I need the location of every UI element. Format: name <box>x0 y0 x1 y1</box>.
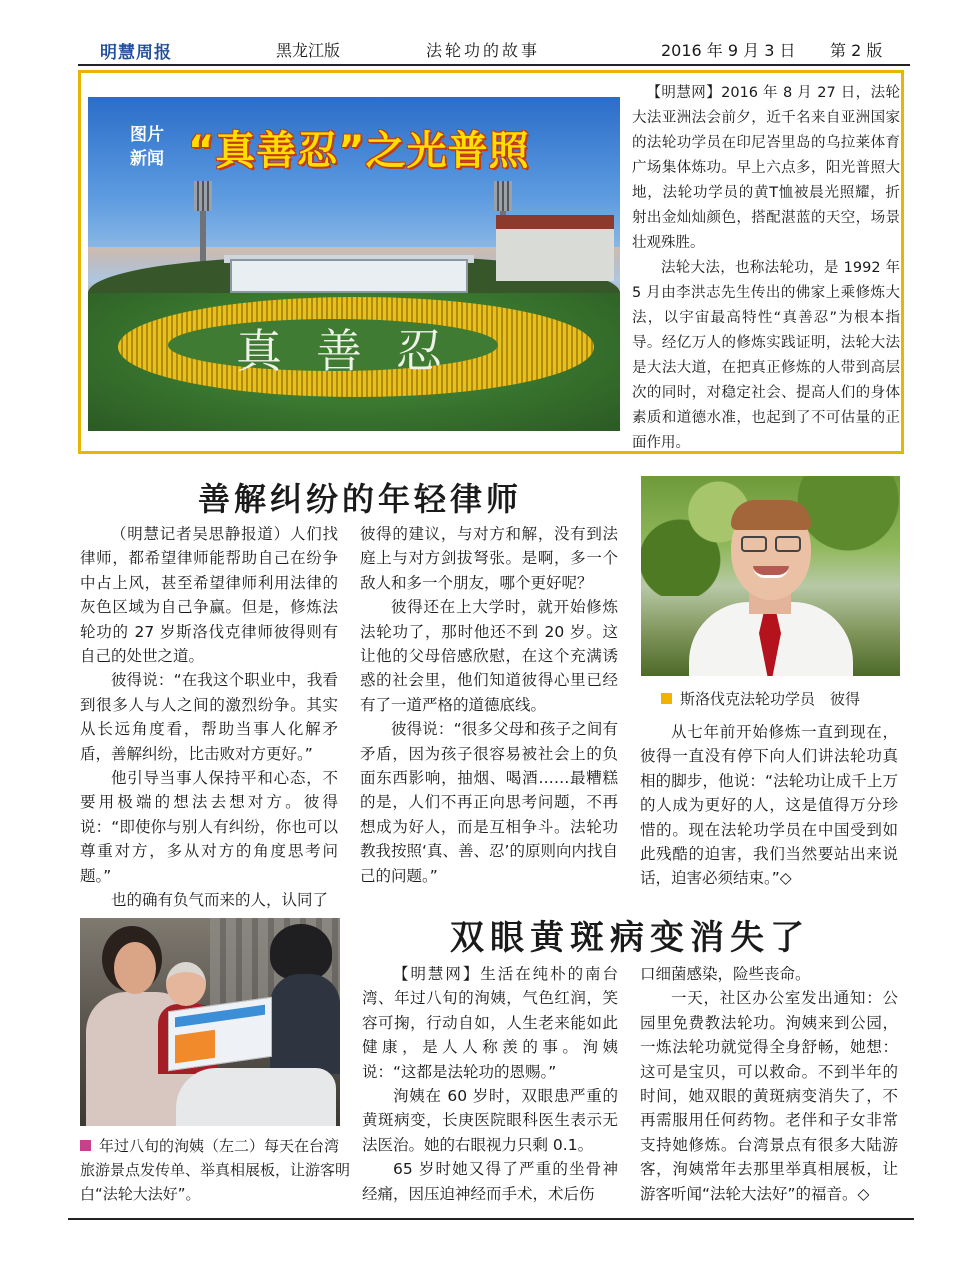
article-title: 双眼黄斑病变消失了 <box>450 918 810 958</box>
paragraph: （明慧记者吴思静报道）人们找律师，都希望律师能帮助自己在纷争中占上风，甚至希望律师利用法律的灰色区域为自己争赢。但是，修炼法轮功的 27 岁斯洛伐克律师彼得则有自己的处世之道。 <box>80 525 338 666</box>
caption-square-icon <box>80 1140 91 1151</box>
paragraph: 口细菌感染，险些丧命。 <box>640 965 811 983</box>
paragraph: 法轮大法，也称法轮功，是 1992 年 5 月由李洪志先生传出的佛家上乘修炼大法，以宇宙最高特性“真善忍”为根本指导。经亿万人的修炼实践证明，法轮大法是大法大道，在把真正修炼的人带到高层次的同时，对稳定社会、提高人们的身体素质和道德水准，也起到了不可估量的正面作用。 <box>632 260 900 451</box>
article-column <box>80 522 338 913</box>
paragraph: 一天，社区办公室发出通知：公园里免费教法轮功。洵姨来到公园，一炼法轮功就觉得全身舒畅，她想：这可是宝贝，可以救命。不到半年的时间，她双眼的黄斑病变消失了，不再需服用任何药物。老伴和子女非常支持她修炼。台湾景点有很多大陆游客，洵姨常年去那里举真相展板，让游客听闻“法轮大法好”的福音。◇ <box>640 989 898 1203</box>
article-column <box>360 522 618 888</box>
street-promotion-photo <box>80 918 340 1126</box>
article-column <box>362 962 618 1206</box>
page-number: 第 2 版 <box>830 41 883 60</box>
paragraph: 洵姨在 60 岁时，双眼患严重的黄斑病变，长庚医院眼科医生表示无法医治。她的右眼视力只剩 0.1。 <box>362 1087 618 1154</box>
paragraph: 彼得的建议，与对方和解，没有到法庭上与对方剑拔弩张。是啊，多一个敌人和多一个朋友，哪个更好呢？ <box>360 525 618 592</box>
paragraph: 彼得说：“在我这个职业中，我看到很多人与人之间的激烈纷争。其实从长远角度看，帮助当事人化解矛盾，善解纠纷，比击败对方更好。” <box>80 671 338 763</box>
photo-caption <box>661 688 860 709</box>
page-header <box>78 34 910 66</box>
caption-text: 斯洛伐克法轮功学员 彼得 <box>680 690 861 708</box>
article-column <box>640 720 898 891</box>
issue-date: 2016 年 9 月 3 日 <box>661 41 796 60</box>
caption-text: 年过八旬的洵姨（左二）每天在台湾旅游景点发传单、举真相展板，让游客明白“法轮大法好”。 <box>80 1137 351 1203</box>
photo-news-box <box>78 70 904 454</box>
paragraph: 【明慧网】2016 年 8 月 27 日，法轮大法亚洲法会前夕，近千名来自亚洲国家的法轮功学员在印尼峇里岛的乌拉莱体育广场集体炼功。早上六点多，阳光普照大地，法轮功学员的黄T恤被晨光照耀，折射出金灿灿颜色，搭配湛蓝的天空，场景壮观殊胜。 <box>632 85 900 251</box>
photo-headline: “真善忍”之光普照 <box>188 128 530 174</box>
section-title: 法轮功的故事 <box>426 41 541 60</box>
paragraph: 也的确有负气而来的人，认同了 <box>111 891 329 910</box>
field-characters: 真善忍 <box>236 324 476 378</box>
edition-label: 黑龙江版 <box>276 41 341 60</box>
paragraph: 从七年前开始修炼一直到现在，彼得一直没有停下向人们讲法轮功真相的脚步，他说：“法轮功让成千上万的人成为更好的人，这是值得万分珍惜的。现在法轮功学员在中国受到如此残酷的迫害，我们当然要站出来说话，迫害必须结束。”◇ <box>640 723 898 888</box>
caption-square-icon <box>661 693 672 704</box>
lawyer-portrait-photo <box>641 476 900 676</box>
paragraph: 65 岁时她又得了严重的坐骨神经痛，因压迫神经而手术，术后伤 <box>362 1160 618 1203</box>
publication-name: 明慧周报 <box>100 43 172 63</box>
photo-caption <box>80 1134 350 1206</box>
footer-rule <box>68 1218 914 1220</box>
paragraph: 彼得说：“很多父母和孩子之间有矛盾，因为孩子很容易被社会上的负面东西影响，抽烟、喝酒……最糟糕的是，人们不再正向思考问题，不再想成为好人，而是互相争斗。法轮功教我按照‘真、善、忍’的原则向内找自己的问题。” <box>360 720 618 885</box>
paragraph: 【明慧网】生活在纯朴的南台湾、年过八旬的洵姨，气色红润，笑容可掬，行动自如，人生老来能如此健康，是人人称羡的事。洵姨说：“这都是法轮功的恩赐。” <box>362 965 618 1081</box>
article-column <box>640 962 898 1206</box>
photo-news-text <box>632 81 900 456</box>
stadium-exercise-photo <box>88 97 620 431</box>
photo-news-tag: 图片新闻 <box>130 125 164 169</box>
paragraph: 他引导当事人保持平和心态，不要用极端的想法去想对方。彼得说：“即使你与别人有纠纷，你也可以尊重对方，多从对方的角度思考问题。” <box>80 769 338 885</box>
paragraph: 彼得还在上大学时，就开始修炼法轮功了，那时他还不到 20 岁。这让他的父母倍感欣慰，在这个充满诱惑的社会里，他们知道彼得心里已经有了一道严格的道德底线。 <box>360 598 618 714</box>
article-title: 善解纠纷的年轻律师 <box>197 480 522 518</box>
